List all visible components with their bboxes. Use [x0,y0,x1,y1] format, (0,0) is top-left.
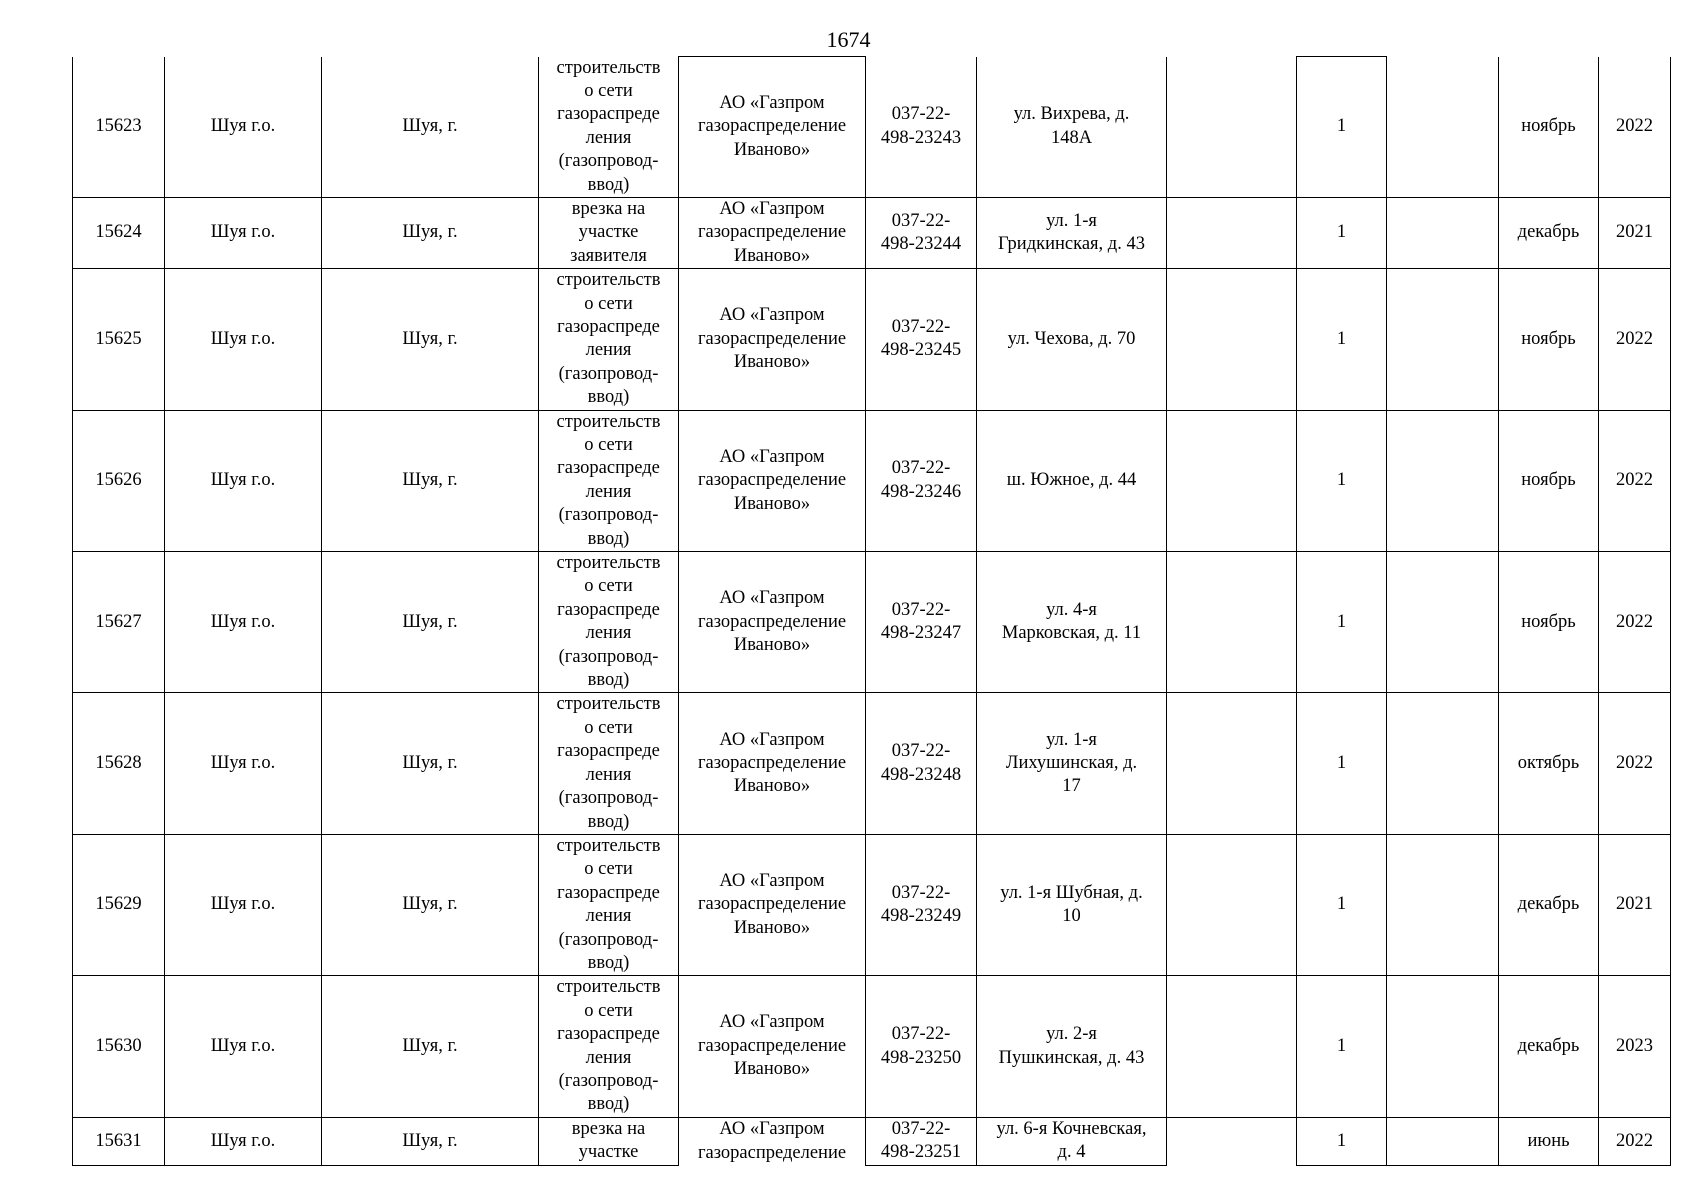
cell-text-line: 037-22- [891,1024,951,1045]
district-cell: Шуя г.о. [165,410,322,551]
cell-text-line: о сети [584,293,633,314]
cell-text-line: 037-22- [891,599,951,620]
cell-text-line: (газопровод- [558,1070,659,1091]
organization-cell [679,197,866,268]
month-cell: декабрь [1499,976,1599,1117]
cell-text-line: (газопровод- [558,646,659,667]
record-number: 15626 [73,410,165,551]
cell-text-line: газораспреде [557,316,660,337]
cell-text-line: заявителя [570,245,647,266]
cell-text-line: ления [585,623,632,644]
locality-cell: Шуя, г. [322,269,539,410]
cell-text-line: 037-22- [891,741,951,762]
address-cell [977,693,1167,834]
cell-text-line: 498-23243 [880,127,962,148]
cell-text-line: 498-23247 [880,623,962,644]
cell-text-line: Иваново» [733,245,811,266]
blank-cell-2 [1387,410,1499,551]
table-row [73,269,1671,410]
cell-text-line: (газопровод- [558,363,659,384]
district-cell: Шуя г.о. [165,552,322,693]
blank-cell-2 [1387,197,1499,268]
cell-text-line: д. 4 [1057,1142,1086,1163]
cell-text-line: ввод) [587,952,630,973]
locality-cell: Шуя, г. [322,976,539,1117]
cell-text-line: строительств [556,57,661,78]
cell-text-line: газораспреде [557,104,660,125]
year-cell: 2022 [1599,552,1671,693]
cell-text-line: газораспреде [557,1024,660,1045]
cell-text-line: Иваново» [733,776,811,797]
cell-text-line: газораспреде [557,458,660,479]
month-cell: ноябрь [1499,552,1599,693]
cell-text-line: (газопровод- [558,788,659,809]
organization-cell [679,410,866,551]
locality-cell: Шуя, г. [322,1117,539,1165]
tech-conditions-number [866,269,977,410]
cell-text-line: АО «Газпром [719,305,825,326]
cell-text-line: газораспреде [557,599,660,620]
table-row [73,197,1671,268]
cell-text-line: о сети [584,1000,633,1021]
cell-text-line: ввод) [587,1094,630,1115]
address-cell [977,552,1167,693]
record-number: 15629 [73,834,165,975]
cell-text-line: участке [578,1142,639,1163]
month-cell: июнь [1499,1117,1599,1165]
tech-conditions-number [866,834,977,975]
quantity-cell: 1 [1297,57,1387,198]
locality-cell: Шуя, г. [322,197,539,268]
year-cell: 2021 [1599,197,1671,268]
cell-text-line: ления [585,1047,632,1068]
quantity-cell: 1 [1297,1117,1387,1165]
work-type-cell [539,976,679,1117]
cell-text-line: газораспределение [697,116,847,137]
cell-text-line: газораспреде [557,882,660,903]
table-row [73,834,1671,975]
year-cell: 2023 [1599,976,1671,1117]
table-row [73,57,1671,198]
work-type-cell [539,410,679,551]
cell-text-line: ления [585,764,632,785]
blank-cell [1167,552,1297,693]
cell-text-line: Марковская, д. 11 [1001,623,1142,644]
cell-text-line: Иваново» [733,493,811,514]
address-cell [977,976,1167,1117]
cell-text-line: Иваново» [733,139,811,160]
record-number: 15628 [73,693,165,834]
district-cell: Шуя г.о. [165,1117,322,1165]
cell-text-line: Иваново» [733,634,811,655]
cell-text-line: ления [585,340,632,361]
cell-text-line: строительств [556,977,661,998]
blank-cell-2 [1387,57,1499,198]
cell-text-line: газораспреде [557,741,660,762]
quantity-cell: 1 [1297,410,1387,551]
cell-text-line: ввод) [587,174,630,195]
organization-cell [679,834,866,975]
cell-text-line: ввод) [587,387,630,408]
gas-connection-register-table [72,56,1671,1166]
year-cell: 2022 [1599,1117,1671,1165]
cell-text-line: ления [585,481,632,502]
cell-text-line: 037-22- [891,1118,951,1139]
blank-cell [1167,410,1297,551]
organization-cell [679,57,866,198]
district-cell: Шуя г.о. [165,976,322,1117]
month-cell: декабрь [1499,197,1599,268]
cell-text-line: строительств [556,270,661,291]
cell-text-line: ул. 2-я [1046,1024,1097,1045]
cell-text-line: о сети [584,859,633,880]
cell-text-line: газораспределение [697,894,847,915]
cell-text-line: 498-23246 [880,481,962,502]
month-cell: декабрь [1499,834,1599,975]
cell-text-line: газораспределение [697,222,847,243]
cell-text-line: Иваново» [733,917,811,938]
cell-text-line: АО «Газпром [719,1012,825,1033]
blank-cell [1167,976,1297,1117]
cell-text-line: врезка на [571,1118,646,1139]
address-cell [977,410,1167,551]
cell-text-line: Иваново» [733,352,811,373]
district-cell: Шуя г.о. [165,197,322,268]
cell-text-line: (газопровод- [558,151,659,172]
cell-text-line: 498-23250 [880,1047,962,1068]
cell-text-line: 037-22- [891,458,951,479]
blank-cell [1167,57,1297,198]
cell-text-line: о сети [584,80,633,101]
blank-cell-2 [1387,552,1499,693]
year-cell: 2022 [1599,269,1671,410]
work-type-cell [539,1117,679,1165]
cell-text-line: АО «Газпром [719,1119,825,1140]
blank-cell [1167,1117,1297,1165]
blank-cell-2 [1387,976,1499,1117]
table-body [73,57,1671,1166]
work-type-cell [539,834,679,975]
quantity-cell: 1 [1297,197,1387,268]
work-type-cell [539,693,679,834]
organization-cell [679,552,866,693]
blank-cell [1167,834,1297,975]
tech-conditions-number [866,57,977,198]
locality-cell: Шуя, г. [322,693,539,834]
address-cell [977,57,1167,198]
district-cell: Шуя г.о. [165,269,322,410]
tech-conditions-number [866,693,977,834]
cell-text-line: строительств [556,835,661,856]
organization-cell [679,693,866,834]
locality-cell: Шуя, г. [322,57,539,198]
cell-text-line: газораспределение [697,1142,847,1163]
cell-text-line: врезка на [571,198,646,219]
record-number: 15623 [73,57,165,198]
locality-cell: Шуя, г. [322,552,539,693]
cell-text-line: ул. 1-я [1046,729,1097,750]
blank-cell [1167,197,1297,268]
cell-text-line: АО «Газпром [719,92,825,113]
address-cell [977,834,1167,975]
cell-text-line: 498-23251 [880,1142,962,1163]
month-cell: ноябрь [1499,410,1599,551]
month-cell: октябрь [1499,693,1599,834]
locality-cell: Шуя, г. [322,410,539,551]
cell-text-line: 17 [1062,776,1081,797]
cell-text-line: строительств [556,553,661,574]
table-row [73,1117,1671,1165]
record-number: 15631 [73,1117,165,1165]
quantity-cell: 1 [1297,552,1387,693]
cell-text-line: ш. Южное, д. 44 [1006,470,1137,491]
cell-text-line: газораспределение [697,328,847,349]
year-cell: 2021 [1599,834,1671,975]
record-number: 15624 [73,197,165,268]
cell-text-line: ул. Вихрева, д. [1013,104,1130,125]
cell-text-line: ул. 6-я Кочневская, [996,1118,1147,1139]
month-cell: ноябрь [1499,269,1599,410]
year-cell: 2022 [1599,693,1671,834]
year-cell: 2022 [1599,57,1671,198]
organization-cell [679,1117,866,1165]
tech-conditions-number [866,552,977,693]
cell-text-line: участке [578,222,639,243]
year-cell: 2022 [1599,410,1671,551]
cell-text-line: о сети [584,717,633,738]
quantity-cell: 1 [1297,976,1387,1117]
address-cell [977,269,1167,410]
address-cell [977,1117,1167,1165]
cell-text-line: АО «Газпром [719,198,825,219]
blank-cell-2 [1387,693,1499,834]
cell-text-line: 037-22- [891,104,951,125]
blank-cell-2 [1387,1117,1499,1165]
cell-text-line: ввод) [587,528,630,549]
cell-text-line: строительств [556,694,661,715]
locality-cell: Шуя, г. [322,834,539,975]
cell-text-line: газораспределение [697,611,847,632]
work-type-cell [539,197,679,268]
district-cell: Шуя г.о. [165,834,322,975]
work-type-cell [539,552,679,693]
blank-cell-2 [1387,269,1499,410]
blank-cell-2 [1387,834,1499,975]
cell-text-line: 148А [1050,127,1093,148]
organization-cell [679,269,866,410]
cell-text-line: газораспределение [697,1035,847,1056]
cell-text-line: газораспределение [697,470,847,491]
cell-text-line: 037-22- [891,210,951,231]
month-cell: ноябрь [1499,57,1599,198]
record-number: 15625 [73,269,165,410]
tech-conditions-number [866,197,977,268]
page-number: 1674 [826,27,871,52]
cell-text-line: АО «Газпром [719,446,825,467]
cell-text-line: ул. 1-я [1046,210,1097,231]
cell-text-line: АО «Газпром [719,729,825,750]
cell-text-line: строительств [556,411,661,432]
cell-text-line: ул. 4-я [1046,599,1097,620]
district-cell: Шуя г.о. [165,57,322,198]
tech-conditions-number [866,976,977,1117]
blank-cell [1167,693,1297,834]
organization-cell [679,976,866,1117]
work-type-cell [539,57,679,198]
cell-text-line: Иваново» [733,1059,811,1080]
address-cell [977,197,1167,268]
table-row [73,976,1671,1117]
table-row [73,410,1671,551]
cell-text-line: 498-23248 [880,764,962,785]
blank-cell [1167,269,1297,410]
cell-text-line: о сети [584,576,633,597]
quantity-cell: 1 [1297,269,1387,410]
cell-text-line: АО «Газпром [719,871,825,892]
cell-text-line: ления [585,906,632,927]
record-number: 15630 [73,976,165,1117]
cell-text-line: АО «Газпром [719,588,825,609]
district-cell: Шуя г.о. [165,693,322,834]
cell-text-line: Пушкинская, д. 43 [998,1047,1145,1068]
cell-text-line: ул. Чехова, д. 70 [1007,328,1136,349]
cell-text-line: ления [585,127,632,148]
cell-text-line: о сети [584,435,633,455]
table-row [73,693,1671,834]
cell-text-line: Лихушинская, д. [1005,752,1138,773]
cell-text-line: газораспределение [697,752,847,773]
cell-text-line: (газопровод- [558,505,659,526]
cell-text-line: 498-23244 [880,234,962,255]
record-number: 15627 [73,552,165,693]
cell-text-line: ввод) [587,670,630,691]
tech-conditions-number [866,1117,977,1165]
cell-text-line: Гридкинская, д. 43 [998,234,1145,255]
cell-text-line: 498-23245 [880,340,962,361]
work-type-cell [539,269,679,410]
quantity-cell: 1 [1297,834,1387,975]
cell-text-line: 498-23249 [880,906,962,927]
cell-text-line: ул. 1-я Шубная, д. [1000,882,1143,903]
cell-text-line: 037-22- [891,316,951,337]
cell-text-line: 10 [1062,906,1081,927]
cell-text-line: 037-22- [891,882,951,903]
cell-text-line: ввод) [587,811,630,832]
cell-text-line: (газопровод- [558,929,659,950]
table-row [73,552,1671,693]
tech-conditions-number [866,410,977,551]
quantity-cell: 1 [1297,693,1387,834]
